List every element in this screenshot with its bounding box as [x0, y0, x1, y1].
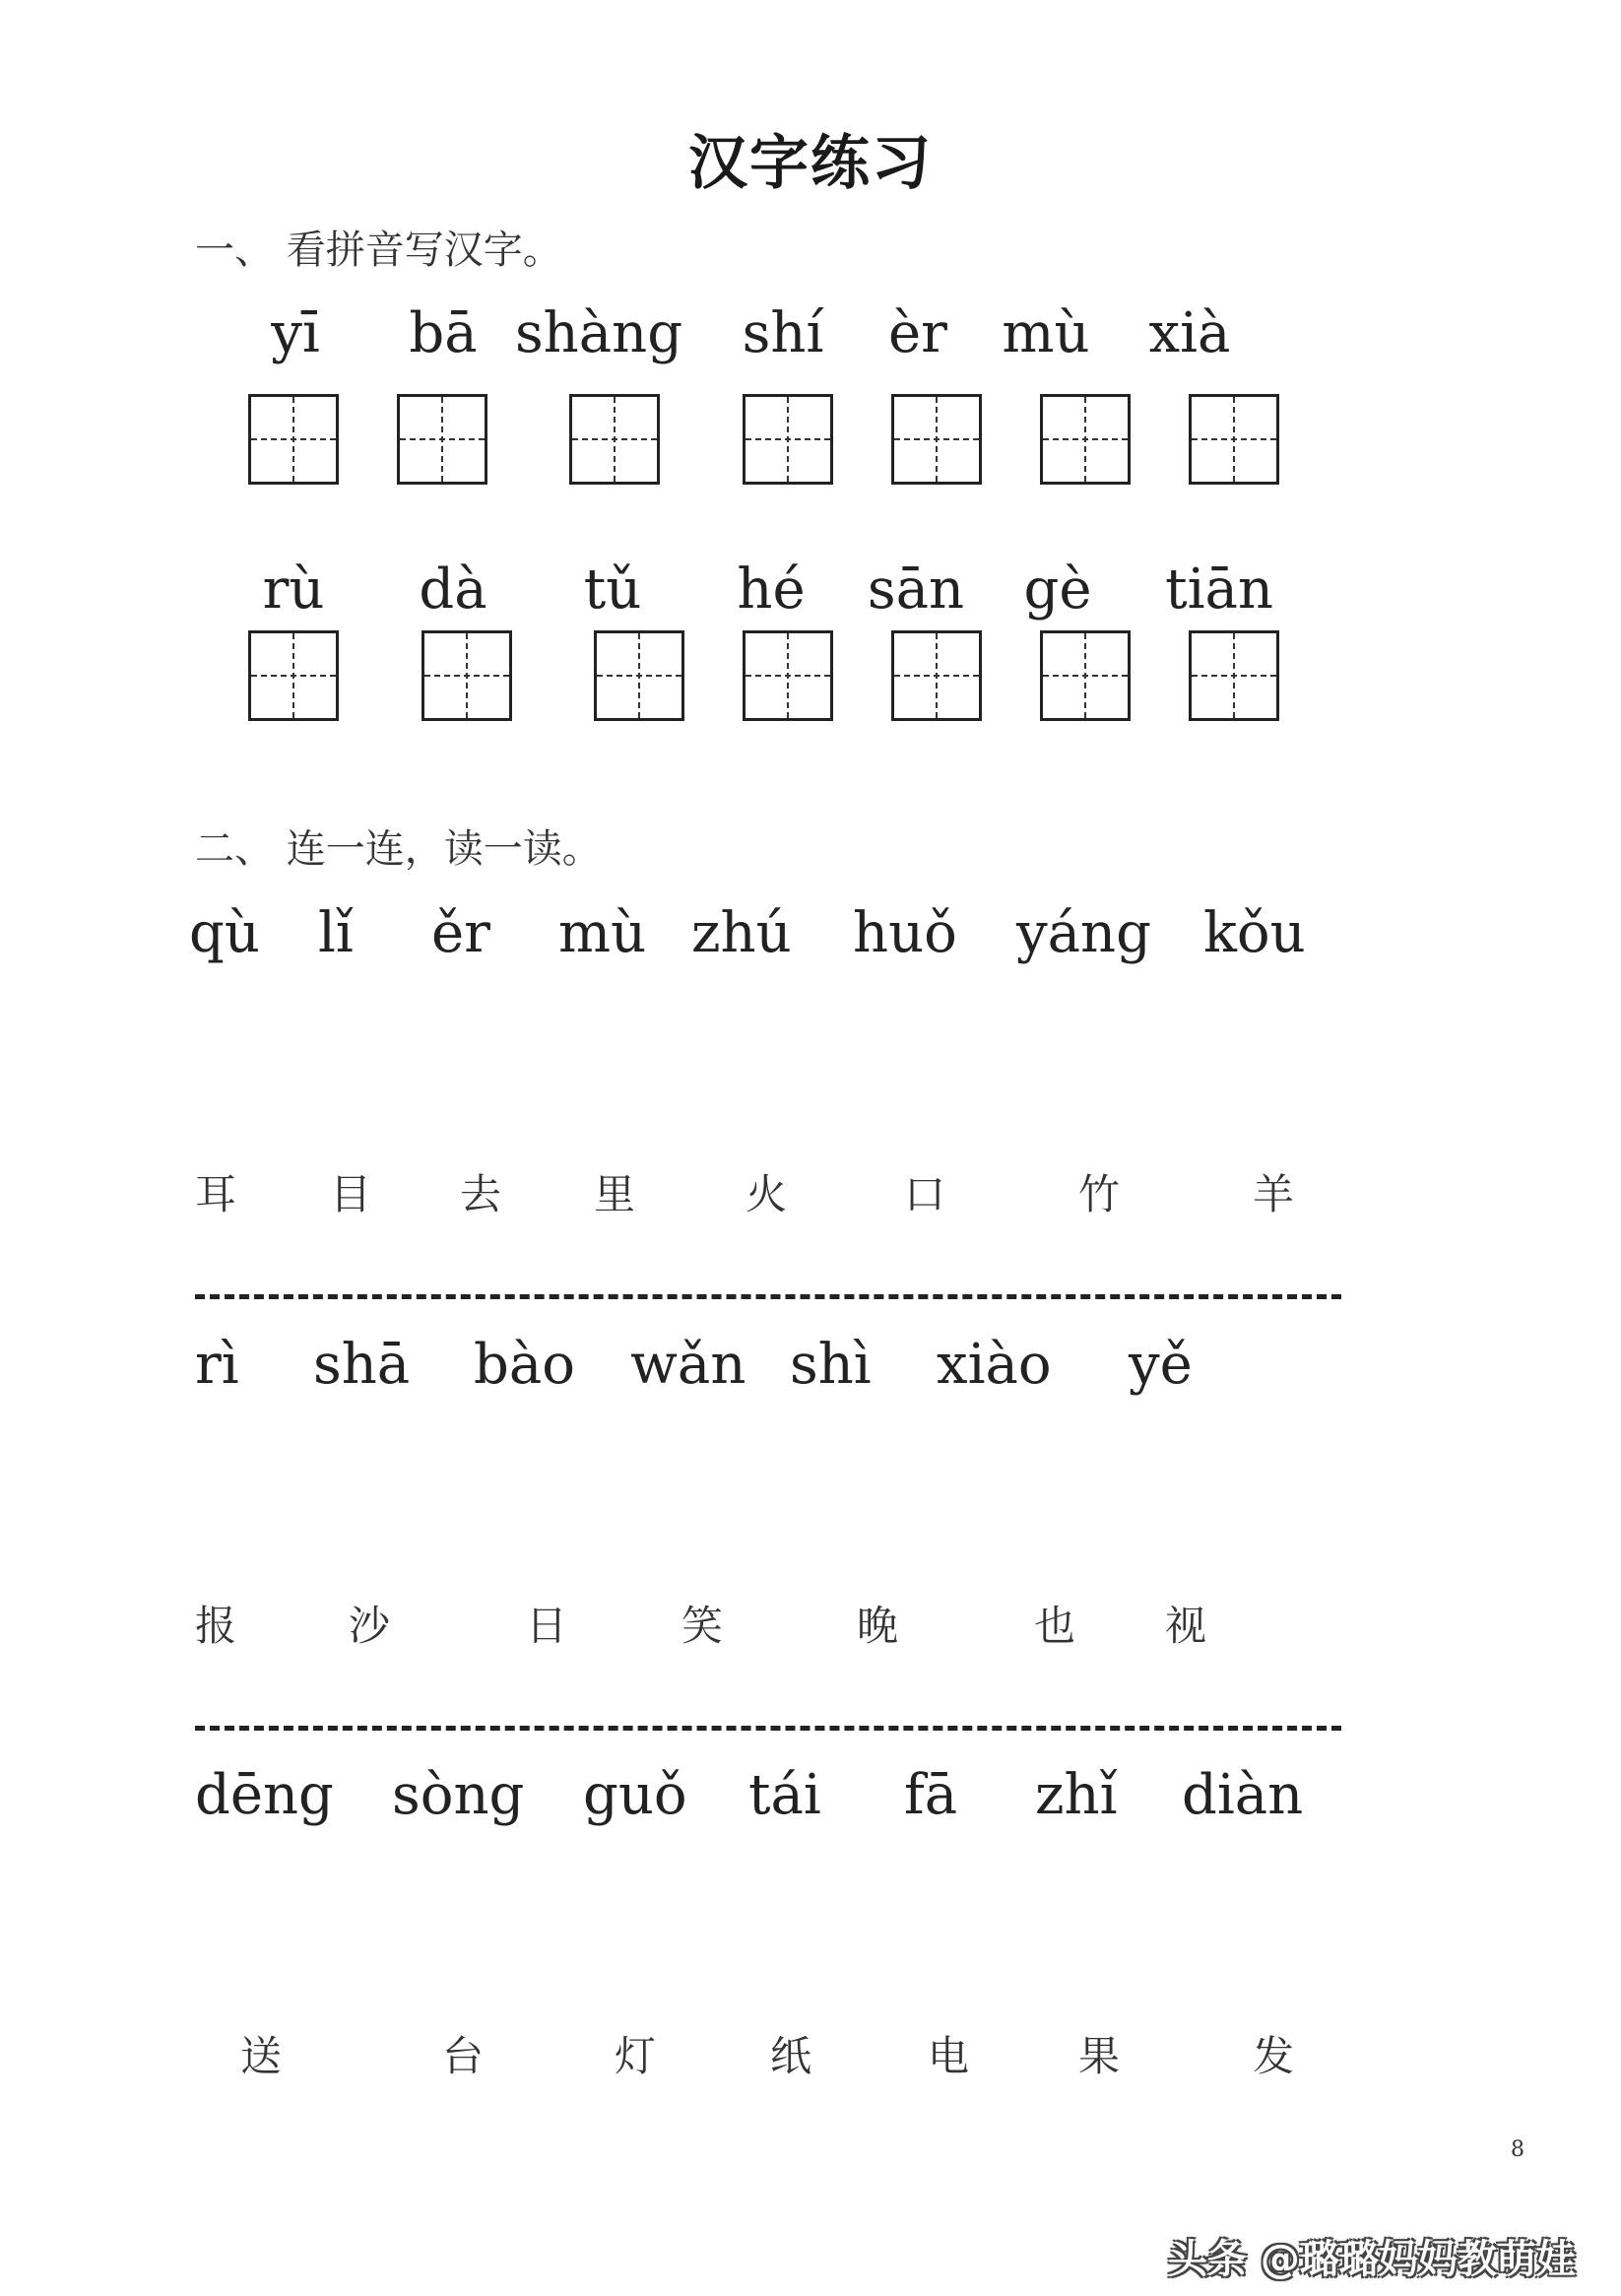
writing-grid-box[interactable] [248, 630, 339, 721]
writing-grid-box[interactable] [1040, 630, 1131, 721]
match-character: 台 [442, 2032, 485, 2080]
writing-grid-box[interactable] [1189, 394, 1279, 485]
writing-grid-box[interactable] [569, 394, 660, 485]
section-heading-2: 二、 连一连，读一读。 [195, 826, 602, 872]
pinyin-label: èr [888, 301, 947, 365]
pinyin-label: sān [867, 558, 965, 622]
match-pinyin-label: huǒ [853, 901, 957, 965]
match-pinyin-label: zhǐ [1035, 1763, 1118, 1827]
pinyin-label: bā [409, 301, 478, 365]
writing-grid-box[interactable] [248, 394, 339, 485]
match-character: 电 [928, 2032, 970, 2080]
writing-grid-box[interactable] [594, 630, 684, 721]
match-pinyin-label: shā [313, 1333, 411, 1397]
match-pinyin-label: yě [1129, 1333, 1193, 1397]
match-character: 也 [1034, 1602, 1076, 1650]
match-pinyin-label: fā [904, 1763, 958, 1827]
match-pinyin-label: guǒ [583, 1763, 687, 1827]
match-character: 火 [746, 1170, 788, 1218]
match-character: 口 [904, 1170, 946, 1218]
pinyin-label: hé [737, 558, 806, 622]
writing-grid-box[interactable] [891, 630, 982, 721]
match-pinyin-label: qù [189, 901, 260, 965]
dashed-divider [195, 1726, 1341, 1731]
match-character: 视 [1165, 1602, 1207, 1650]
match-pinyin-label: ěr [431, 901, 490, 965]
section-heading-1: 一、 看拼音写汉字。 [195, 228, 562, 273]
writing-grid-box[interactable] [397, 394, 487, 485]
match-character: 笑 [681, 1602, 724, 1650]
pinyin-label: mù [1002, 301, 1090, 365]
match-character: 目 [330, 1170, 372, 1218]
dashed-divider [195, 1294, 1341, 1299]
page-title: 汉字练习 [688, 129, 933, 198]
pinyin-label: rù [262, 558, 325, 622]
match-pinyin-label: shì [790, 1333, 872, 1397]
match-character: 果 [1078, 2032, 1121, 2080]
match-pinyin-label: kǒu [1203, 901, 1306, 965]
writing-grid-box[interactable] [743, 394, 833, 485]
pinyin-label: tiān [1165, 558, 1273, 622]
pinyin-label: yī [271, 301, 320, 365]
match-pinyin-label: yáng [1016, 901, 1151, 965]
match-pinyin-label: lǐ [318, 901, 354, 965]
match-pinyin-label: sòng [392, 1763, 525, 1827]
pinyin-label: dà [419, 558, 487, 622]
writing-grid-box[interactable] [743, 630, 833, 721]
pinyin-label: gè [1023, 558, 1092, 622]
writing-grid-box[interactable] [1040, 394, 1131, 485]
pinyin-label: shí [742, 301, 824, 365]
match-pinyin-label: zhú [691, 901, 792, 965]
match-pinyin-label: tái [748, 1763, 821, 1827]
match-character: 沙 [349, 1602, 391, 1650]
match-character: 报 [195, 1602, 237, 1650]
pinyin-label: xià [1148, 301, 1231, 365]
writing-grid-box[interactable] [891, 394, 982, 485]
match-pinyin-label: bào [474, 1333, 575, 1397]
match-pinyin-label: dēng [195, 1763, 334, 1827]
writing-grid-box[interactable] [1189, 630, 1279, 721]
match-character: 耳 [195, 1170, 237, 1218]
match-character: 竹 [1078, 1170, 1121, 1218]
match-pinyin-label: diàn [1182, 1763, 1304, 1827]
match-character: 送 [240, 2032, 283, 2080]
match-pinyin-label: wǎn [630, 1333, 746, 1397]
match-character: 去 [460, 1170, 502, 1218]
match-pinyin-label: xiào [937, 1333, 1052, 1397]
match-character: 日 [526, 1602, 568, 1650]
pinyin-label: tǔ [583, 558, 642, 622]
match-pinyin-label: rì [195, 1333, 239, 1397]
match-character: 里 [594, 1170, 636, 1218]
page-number: 8 [1511, 2137, 1524, 2162]
match-character: 晚 [857, 1602, 899, 1650]
match-pinyin-label: mù [558, 901, 647, 965]
writing-grid-box[interactable] [421, 630, 512, 721]
match-character: 发 [1253, 2032, 1295, 2080]
watermark: 头条 @璐璐妈妈教萌娃 [1168, 2237, 1576, 2282]
match-character: 羊 [1253, 1170, 1295, 1218]
match-character: 纸 [770, 2032, 812, 2080]
pinyin-label: shàng [514, 301, 683, 365]
match-character: 灯 [615, 2032, 657, 2080]
